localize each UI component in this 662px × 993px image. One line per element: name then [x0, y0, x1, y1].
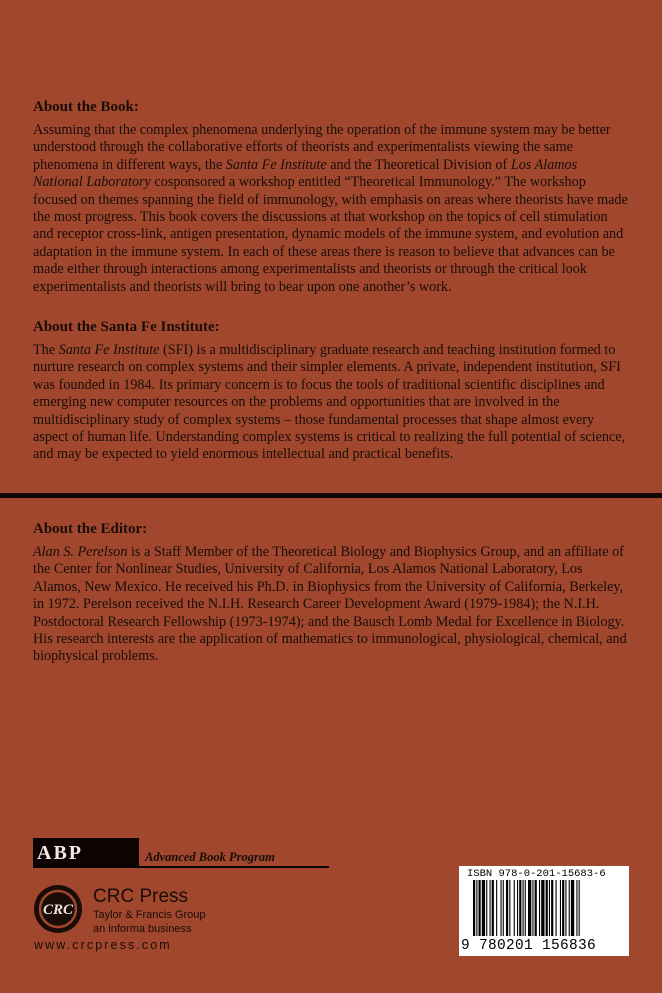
abp-underline [139, 866, 329, 868]
barcode-bar [509, 880, 510, 936]
about-book-text-part: Assuming that the complex phenomena underlying the operation of the immune system may be better understood through the collaborative efforts of theorists and experimentalists viewing the same phenomena in different ways, the [33, 122, 611, 173]
about-book-text-part: and the Theoretical Division of [326, 156, 511, 173]
barcode-bar [565, 880, 566, 936]
barcode-bar [539, 880, 540, 936]
about-editor-text-part: is a Staff Member of the Theoretical Biology and Biophysics Group, and an affiliate of the Center for Nonlinear Studies, University of California, Los Alamos National Laboratory, Los Alamos, New Mexico. He received his Ph.D. in Biophysics from the University of California, Berkeley, in 1972. Perelson received the N.I.H. Research Career Development Award (1979-1984); the N.I.H. Postdoctoral Research Fellowship (1973-1974); and the Bausch Lomb Medal for Excellence in Biology. His research interests are the application of mathematics to immunological, physiological, chemical, and biophysical problems. [33, 544, 627, 665]
about-institute-text-part: The [33, 342, 59, 358]
barcode-bars [467, 880, 621, 940]
barcode-bar [528, 880, 531, 936]
barcode-bar [479, 880, 481, 936]
about-institute-section [33, 318, 629, 464]
publisher-tagline: an informa business [93, 923, 192, 935]
ean-number: 9 780201 156836 [461, 938, 597, 954]
barcode-bar [519, 880, 521, 936]
barcode-bar [560, 880, 561, 936]
about-editor-heading: About the Editor: [33, 521, 148, 537]
barcode-bar [569, 880, 570, 936]
barcode-bar [523, 880, 524, 936]
barcode-bar [490, 880, 491, 936]
about-institute-heading: About the Santa Fe Institute: [33, 319, 220, 335]
barcode-bar [482, 880, 485, 936]
about-book-text [33, 122, 629, 296]
barcode-bar [503, 880, 504, 936]
barcode-bar [546, 880, 548, 936]
about-book-text-part: cosponsored a workshop entitled “Theoretical Immunology.” The workshop focused on themes spanning the field of immunology, with emphasis on areas where theorists have made the most progress. This book covers the discussions at that workshop on the topics of cell stimulation and receptor cross-link, antigen presentation, dynamic models of the immune system, and evolution and adaptation in the immune system. In each of these areas there is reason to believe that advances can be made either through interactions among experimentalists and theorists or through the critical look experimentalists and theorists will bring to bear upon one another’s work. [33, 174, 628, 295]
barcode-bar [541, 880, 544, 936]
publisher-group: Taylor & Francis Group [93, 909, 206, 921]
about-book-italic-sfi: Santa Fe Institute [225, 156, 327, 173]
editor-name: Alan S. Perelson [33, 544, 128, 560]
about-book-section [33, 98, 629, 296]
barcode-bar [473, 880, 475, 936]
barcode-bar [551, 880, 553, 936]
barcode-bar [506, 880, 508, 936]
barcode-bar [535, 880, 537, 936]
barcode-bar [556, 880, 557, 936]
abp-mark: ABP [33, 838, 139, 868]
crc-logo-text: CRC [42, 902, 74, 918]
barcode-bar [562, 880, 564, 936]
isbn-barcode [459, 866, 629, 956]
about-book-heading: About the Book: [33, 99, 139, 115]
barcode-bar [496, 880, 497, 936]
about-editor-section [33, 520, 629, 666]
abp-logo-block [33, 838, 333, 868]
barcode-bar [501, 880, 502, 936]
barcode-bar [486, 880, 487, 936]
about-book-italic-lanl: Los Alamos National Laboratory [33, 156, 578, 191]
barcode-bar [549, 880, 550, 936]
abp-label: Advanced Book Program [145, 850, 275, 864]
barcode-bar [525, 880, 526, 936]
about-institute-text-part: (SFI) is a multidisciplinary graduate research and teaching institution formed to nurture research on complex systems and their simpler elements. A private, independent institution, SFI was founded in 1984. Its primary concern is to focus the tools of traditional scientific disciplines and emerging new computer resources on the problems and opportunities that are involved in the multidisciplinary study of complex systems – those fundamental processes that shape almost every aspect of human life. Understanding complex systems is critical to realizing the full potential of science, and may be expected to yield enormous intellectual and practical benefits. [33, 342, 626, 463]
divider-rule [0, 493, 662, 498]
publisher-name: CRC Press [93, 886, 189, 907]
isbn-text: ISBN 978-0-201-15683-6 [467, 868, 606, 880]
barcode-bar [492, 880, 494, 936]
barcode-bar [517, 880, 518, 936]
barcode-bar [514, 880, 515, 936]
about-institute-text [33, 342, 629, 464]
publisher-url: www.crcpress.com [34, 938, 172, 952]
barcode-bar [532, 880, 533, 936]
about-editor-text [33, 544, 629, 666]
barcode-bar [571, 880, 574, 936]
barcode-bar [579, 880, 580, 936]
barcode-bar [476, 880, 477, 936]
crc-logo-icon [33, 884, 83, 934]
barcode-bar [576, 880, 577, 936]
about-institute-italic-sfi: Santa Fe Institute [58, 342, 160, 358]
